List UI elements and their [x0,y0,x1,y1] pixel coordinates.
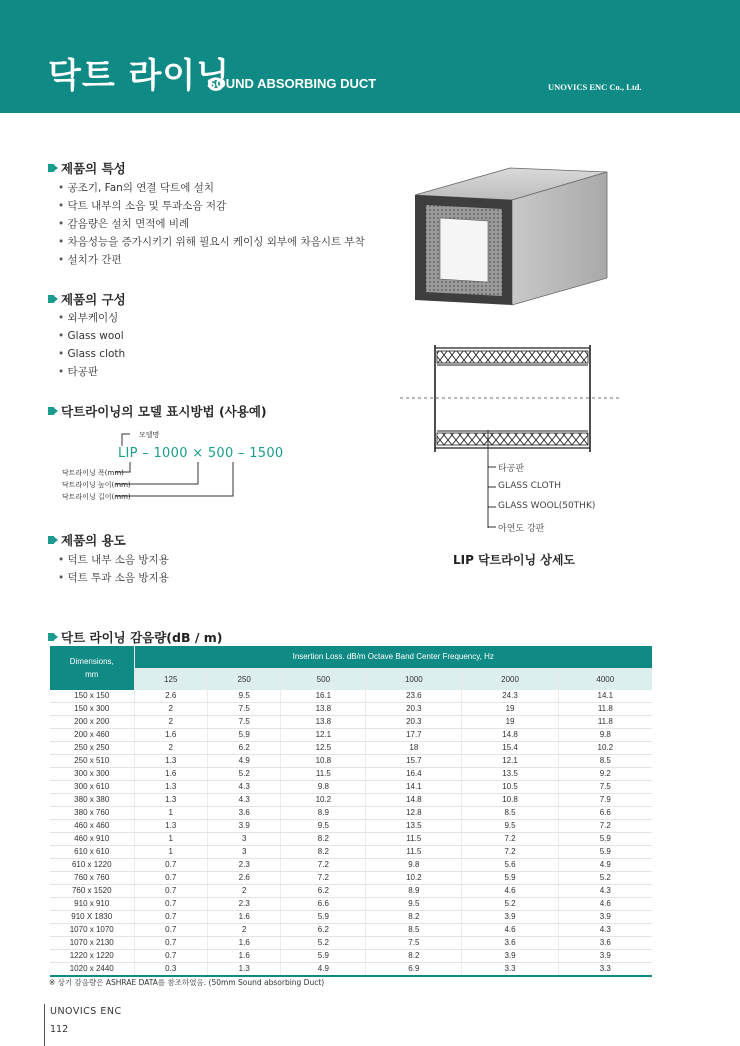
value-cell: 1.3 [134,794,207,807]
list-item: • 차음성능을 증가시키기 위해 필요시 케이싱 외부에 차음시트 부착 [58,233,365,251]
dimension-cell: 610 x 610 [50,846,134,859]
value-cell: 1.6 [207,950,280,963]
table-row [50,924,652,937]
frequency-header-cell: 1000 [366,668,462,690]
value-cell: 7.2 [462,846,558,859]
frequency-header-row [50,668,652,690]
value-cell: 10.8 [462,794,558,807]
value-cell: 8.9 [366,885,462,898]
dimension-cell: 460 x 460 [50,820,134,833]
frequency-header-cell: 125 [134,668,207,690]
value-cell: 3.9 [207,820,280,833]
value-cell: 9.5 [281,820,366,833]
list-item: • 덕트 투과 소음 방지용 [58,569,169,587]
table-row [50,937,652,950]
value-cell: 3.6 [207,807,280,820]
dimension-cell: 200 x 460 [50,729,134,742]
value-cell: 11.5 [366,833,462,846]
list-item: • 외부케이싱 [58,309,125,327]
dimension-cell: 760 x 760 [50,872,134,885]
value-cell: 3.3 [462,963,558,977]
company-name: UNOVICS ENC Co., Ltd. [548,82,642,92]
value-cell: 0.7 [134,885,207,898]
table-row [50,716,652,729]
height-label: 닥트라이닝 높이(mm) [62,481,131,489]
value-cell: 3.9 [558,950,652,963]
length-label: 닥트라이닝 길이(mm) [62,493,131,501]
value-cell: 13.5 [462,768,558,781]
dimensions-header: Dimensions, mm [50,646,134,690]
dimension-cell: 610 x 1220 [50,859,134,872]
frequency-header-cell: 500 [281,668,366,690]
value-cell: 5.9 [281,950,366,963]
value-cell: 5.9 [558,833,652,846]
value-cell: 8.2 [366,911,462,924]
value-cell: 7.2 [462,833,558,846]
value-cell: 13.8 [281,716,366,729]
duct-illustration [400,160,620,310]
dimension-cell: 380 x 760 [50,807,134,820]
arrow-bullet-icon [48,535,59,545]
value-cell: 20.3 [366,703,462,716]
frequency-header-cell: 250 [207,668,280,690]
value-cell: 11.8 [558,703,652,716]
value-cell: 1.6 [207,937,280,950]
table-row [50,963,652,977]
value-cell: 1.3 [134,820,207,833]
dimension-cell: 380 x 380 [50,794,134,807]
detail-caption: LIP 닥트라이닝 상세도 [453,553,575,567]
value-cell: 10.5 [462,781,558,794]
dimension-cell: 760 x 1520 [50,885,134,898]
value-cell: 2 [134,703,207,716]
value-cell: 3.9 [462,950,558,963]
value-cell: 9.8 [366,859,462,872]
model-code: LIP – 1000 × 500 – 1500 [118,446,284,461]
value-cell: 4.3 [207,794,280,807]
value-cell: 5.2 [207,768,280,781]
list-item: • 공조기, Fan의 연결 닥트에 설치 [58,179,365,197]
dimension-cell: 1220 x 1220 [50,950,134,963]
value-cell: 14.1 [558,690,652,703]
value-cell: 1.3 [134,755,207,768]
value-cell: 11.5 [281,768,366,781]
value-cell: 14.8 [462,729,558,742]
value-cell: 1.6 [207,911,280,924]
page-number: 112 [50,1024,69,1035]
value-cell: 5.6 [462,859,558,872]
value-cell: 8.2 [366,950,462,963]
table-row [50,729,652,742]
value-cell: 17.7 [366,729,462,742]
table-heading-text: 닥트 라이닝 감음량(dB / m) [61,630,223,645]
value-cell: 7.5 [558,781,652,794]
value-cell: 4.6 [462,924,558,937]
frequency-group-header: Insertion Loss. dB/m Octave Band Center Frequency, Hz [134,646,652,668]
value-cell: 10.2 [558,742,652,755]
value-cell: 14.8 [366,794,462,807]
value-cell: 0.7 [134,872,207,885]
value-cell: 14.1 [366,781,462,794]
value-cell: 7.5 [207,703,280,716]
table-row [50,898,652,911]
dimension-cell: 250 x 250 [50,742,134,755]
value-cell: 5.2 [462,898,558,911]
value-cell: 5.9 [558,846,652,859]
dimension-cell: 1070 x 2130 [50,937,134,950]
value-cell: 19 [462,703,558,716]
table-row [50,742,652,755]
frequency-header-cell: 2000 [462,668,558,690]
layer-label: 타공판 [498,464,525,474]
dimension-cell: 300 x 300 [50,768,134,781]
value-cell: 12.8 [366,807,462,820]
value-cell: 6.2 [281,885,366,898]
value-cell: 3.3 [558,963,652,977]
value-cell: 6.6 [281,898,366,911]
value-cell: 8.5 [558,755,652,768]
value-cell: 3 [207,846,280,859]
usage-list [58,551,169,587]
value-cell: 2.6 [134,690,207,703]
footer-company: UNOVICS ENC [50,1006,122,1017]
list-item: • 타공판 [58,363,125,381]
usage-heading-text: 제품의 용도 [61,533,126,548]
table-row [50,846,652,859]
dimension-cell: 1070 x 1070 [50,924,134,937]
value-cell: 0.7 [134,898,207,911]
value-cell: 1 [134,846,207,859]
table-row [50,690,652,703]
insertion-loss-table [50,646,652,977]
value-cell: 10.2 [281,794,366,807]
value-cell: 6.6 [558,807,652,820]
value-cell: 9.5 [462,820,558,833]
value-cell: 6.2 [281,924,366,937]
value-cell: 0.7 [134,924,207,937]
dimension-cell: 200 x 200 [50,716,134,729]
value-cell: 1.6 [134,729,207,742]
table-body [50,690,652,976]
value-cell: 23.6 [366,690,462,703]
value-cell: 7.5 [366,937,462,950]
table-row [50,781,652,794]
value-cell: 9.8 [558,729,652,742]
table-row [50,755,652,768]
table-heading [48,628,223,646]
value-cell: 4.6 [558,898,652,911]
value-cell: 2.6 [207,872,280,885]
value-cell: 18 [366,742,462,755]
value-cell: 6.2 [207,742,280,755]
value-cell: 3 [207,833,280,846]
dimension-cell: 150 x 150 [50,690,134,703]
value-cell: 5.9 [207,729,280,742]
value-cell: 5.9 [462,872,558,885]
value-cell: 4.9 [558,859,652,872]
dimension-cell: 910 x 910 [50,898,134,911]
table-row [50,703,652,716]
value-cell: 7.5 [207,716,280,729]
value-cell: 9.2 [558,768,652,781]
value-cell: 8.5 [366,924,462,937]
value-cell: 24.3 [462,690,558,703]
value-cell: 15.7 [366,755,462,768]
value-cell: 2 [134,742,207,755]
dimension-cell: 300 x 610 [50,781,134,794]
value-cell: 19 [462,716,558,729]
value-cell: 7.2 [558,820,652,833]
value-cell: 2.3 [207,898,280,911]
table-note: ※ 상기 감음량은 ASHRAE DATA를 참조하였음. (50mm Sound absorbing Duct) [49,978,325,987]
table-row [50,885,652,898]
list-item: • Glass cloth [58,345,125,363]
value-cell: 13.5 [366,820,462,833]
value-cell: 4.9 [281,963,366,977]
value-cell: 8.9 [281,807,366,820]
value-cell: 4.3 [558,924,652,937]
value-cell: 5.2 [558,872,652,885]
value-cell: 16.1 [281,690,366,703]
value-cell: 1.6 [134,768,207,781]
value-cell: 1.3 [207,963,280,977]
value-cell: 12.1 [281,729,366,742]
page-subtitle: SOUND ABSORBING DUCT [207,76,377,91]
value-cell: 9.5 [207,690,280,703]
value-cell: 5.2 [281,937,366,950]
value-cell: 20.3 [366,716,462,729]
dimension-cell: 250 x 510 [50,755,134,768]
value-cell: 4.3 [207,781,280,794]
layer-label: GLASS WOOL(50THK) [498,501,596,511]
value-cell: 0.7 [134,950,207,963]
value-cell: 16.4 [366,768,462,781]
value-cell: 7.2 [281,859,366,872]
footer-rule [44,1004,45,1046]
value-cell: 3.9 [462,911,558,924]
table-row [50,794,652,807]
usage-heading [48,531,126,549]
value-cell: 2 [207,924,280,937]
value-cell: 9.8 [281,781,366,794]
dimension-cell: 460 x 910 [50,833,134,846]
list-item: • Glass wool [58,327,125,345]
value-cell: 11.8 [558,716,652,729]
value-cell: 7.9 [558,794,652,807]
table-row [50,859,652,872]
value-cell: 0.7 [134,911,207,924]
value-cell: 2.3 [207,859,280,872]
arrow-bullet-icon [48,632,59,642]
value-cell: 1.3 [134,781,207,794]
list-item: • 설치가 간편 [58,251,365,269]
value-cell: 4.6 [462,885,558,898]
value-cell: 6.9 [366,963,462,977]
layer-label: 아연도 강판 [498,524,545,534]
model-heading-text: 닥트라이닝의 모델 표시방법 (사용예) [61,404,267,419]
value-cell: 9.5 [366,898,462,911]
list-item: • 감음량은 설치 면적에 비례 [58,215,365,233]
value-cell: 7.2 [281,872,366,885]
value-cell: 11.5 [366,846,462,859]
value-cell: 3.6 [558,937,652,950]
model-leader-lines [0,0,740,520]
list-item: • 덕트 내부 소음 방지용 [58,551,169,569]
composition-heading-text: 제품의 구성 [61,292,126,307]
value-cell: 8.5 [462,807,558,820]
table-row [50,820,652,833]
page-title: 닥트 라이닝 [48,56,231,96]
table-row [50,872,652,885]
features-heading-text: 제품의 특성 [61,161,126,176]
table-row [50,833,652,846]
value-cell: 4.9 [207,755,280,768]
value-cell: 15.4 [462,742,558,755]
list-item: • 닥트 내부의 소음 및 투과소음 저감 [58,197,365,215]
value-cell: 2 [134,716,207,729]
frequency-header-cell: 4000 [558,668,652,690]
value-cell: 3.6 [462,937,558,950]
value-cell: 10.8 [281,755,366,768]
table-row [50,950,652,963]
table-row [50,807,652,820]
dimension-cell: 150 x 300 [50,703,134,716]
value-cell: 10.2 [366,872,462,885]
table-row [50,911,652,924]
value-cell: 2 [207,885,280,898]
dimension-cell: 910 X 1830 [50,911,134,924]
value-cell: 1 [134,833,207,846]
value-cell: 13.8 [281,703,366,716]
width-label: 닥트라이닝 폭(mm) [62,469,124,477]
value-cell: 3.9 [558,911,652,924]
dimension-cell: 1020 x 2440 [50,963,134,977]
value-cell: 4.3 [558,885,652,898]
value-cell: 8.2 [281,846,366,859]
layer-label: GLASS CLOTH [498,481,561,491]
value-cell: 1 [134,807,207,820]
value-cell: 12.1 [462,755,558,768]
value-cell: 0.7 [134,937,207,950]
value-cell: 5.9 [281,911,366,924]
value-cell: 0.3 [134,963,207,977]
value-cell: 8.2 [281,833,366,846]
model-name-label: 모델명 [139,431,160,439]
value-cell: 12.5 [281,742,366,755]
table-row [50,768,652,781]
value-cell: 0.7 [134,859,207,872]
